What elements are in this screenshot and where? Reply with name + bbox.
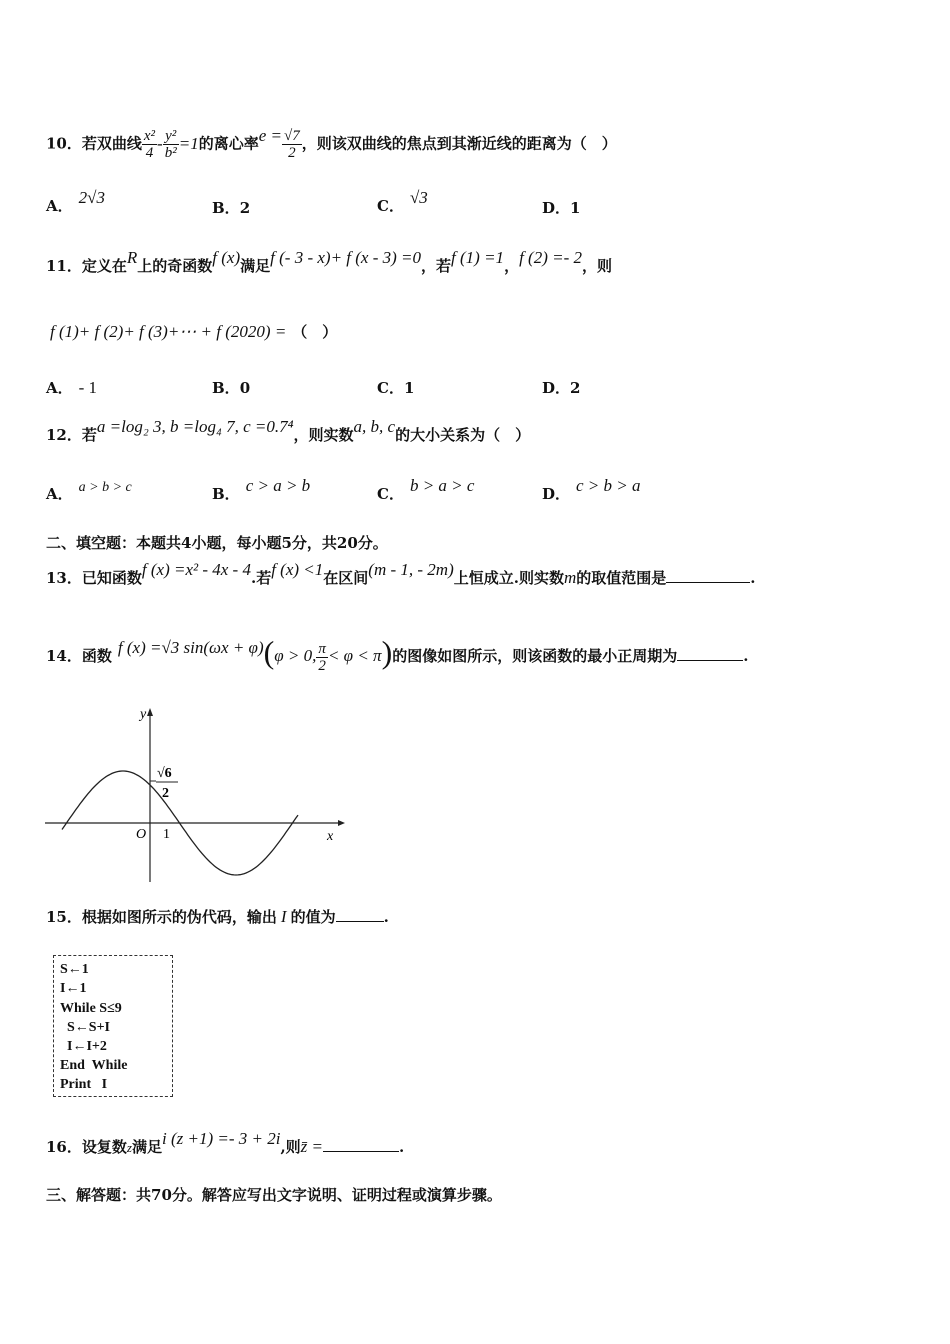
- q11-set-r: R: [126, 248, 138, 267]
- sine-graph: [40, 700, 350, 890]
- q10-ecc-num: √7: [284, 128, 300, 144]
- q10-option-a: [46, 188, 105, 216]
- q16-text-b: 满足: [131, 1138, 162, 1156]
- q10-frac2-num: y²: [163, 128, 179, 145]
- q10-option-b-label: B．: [212, 199, 240, 217]
- section-3-title: 三、解答题：共70分。解答应写出文字说明、证明过程或演算步骤。: [46, 1186, 502, 1204]
- q12-option-c: [377, 476, 475, 504]
- q11-text-d: ，若: [421, 257, 452, 275]
- q10-option-b-value: 2: [239, 199, 251, 217]
- q11-sep: ，: [504, 257, 520, 275]
- q10-option-d-label: D．: [542, 199, 571, 217]
- q11-f2: f (2) =- 2: [519, 248, 583, 267]
- q12-expr: a =log₂ 3, b =log₄ 7, c =0.7⁴: [96, 417, 294, 436]
- q13-var-m: m: [563, 568, 577, 587]
- q13-interval: (m - 1, - 2m): [368, 560, 454, 579]
- code-line-5: I←I+2: [60, 1039, 107, 1054]
- q10-ecc-lhs: e =: [258, 125, 282, 145]
- q15-text-a: 根据如图所示的伪代码，输出: [81, 908, 277, 926]
- q10-minus: -: [157, 133, 163, 153]
- q10-option-d-value: 1: [570, 199, 581, 217]
- q14-answer-blank[interactable]: [677, 646, 743, 661]
- q16-number: 16．: [46, 1138, 82, 1156]
- q12-option-b-value: c > a > b: [245, 476, 311, 495]
- q12-option-a-label: A．: [46, 485, 73, 503]
- q13-answer-blank[interactable]: [666, 568, 750, 583]
- q14-end: .: [743, 647, 749, 665]
- q12-option-b-label: B．: [212, 485, 240, 503]
- q10-text-a: 若双曲线: [81, 134, 142, 153]
- q11-option-c-label: C．: [377, 379, 404, 397]
- q11-number: 11．: [46, 257, 82, 275]
- q11-option-b-label: B．: [212, 379, 240, 397]
- q13-func: f (x) =x² - 4x - 4: [141, 560, 251, 579]
- q10-frac2: [163, 128, 179, 161]
- question-13: [46, 560, 756, 588]
- q12-number: 12．: [46, 426, 82, 444]
- code-line-2: I←1: [60, 981, 87, 996]
- code-line-1: S←1: [60, 962, 89, 977]
- q12-vars: a, b, c: [353, 417, 396, 436]
- q15-var-i: I: [280, 907, 287, 926]
- q11-fx: f (x): [212, 248, 241, 267]
- pseudocode-box: [53, 955, 173, 1097]
- q10-option-d: [542, 198, 580, 218]
- q11-option-a: [46, 378, 97, 398]
- question-12: [46, 417, 531, 445]
- q11-sum-line: [50, 322, 337, 342]
- q14-text-a: 函数: [81, 647, 112, 665]
- q10-text-b: 的离心率: [198, 134, 259, 153]
- q13-text-d: 上恒成立.则实数: [453, 569, 564, 587]
- q16-end: .: [399, 1138, 405, 1156]
- q11-text-c: 满足: [240, 257, 271, 275]
- q11-option-b: [212, 378, 250, 398]
- y-axis-label: y: [140, 707, 147, 722]
- q16-conj: z̄ =: [300, 1137, 324, 1156]
- question-11: [46, 248, 613, 276]
- q14-number: 14．: [46, 647, 82, 665]
- q14-text-b: 的图像如图所示，则该函数的最小正周期为: [392, 647, 678, 665]
- q16-text-c: ,则: [280, 1138, 301, 1156]
- q13-text-a: 已知函数: [81, 569, 142, 587]
- y-value-den: 2: [162, 786, 169, 801]
- q14-func: f (x) =√3 sin(ωx + φ): [117, 638, 264, 657]
- q15-answer-blank[interactable]: [336, 907, 384, 922]
- q11-option-a-label: A．: [46, 379, 73, 397]
- q16-var-z: z: [126, 1140, 132, 1155]
- q11-option-d: [542, 378, 580, 398]
- question-16: [46, 1129, 405, 1158]
- q10-option-a-label: A．: [46, 197, 73, 215]
- q13-end: .: [750, 569, 756, 587]
- q10-option-c-value: √3: [409, 188, 428, 207]
- q13-text-c: 在区间: [323, 569, 369, 587]
- q10-option-a-value: 2√3: [78, 188, 105, 207]
- q12-option-c-value: b > a > c: [409, 476, 475, 495]
- q14-cond-frac-num: π: [318, 640, 326, 657]
- code-line-6: End While: [60, 1058, 128, 1073]
- q14-cond-a: φ > 0,: [274, 646, 317, 665]
- q10-option-b: [212, 198, 250, 218]
- question-14: [46, 634, 749, 674]
- q11-option-c-value: 1: [403, 379, 415, 397]
- x-axis-arrow: [338, 820, 345, 826]
- code-line-3: While S≤9: [60, 1001, 122, 1016]
- q14-right-paren: ): [381, 634, 393, 670]
- q11-option-b-value: 0: [239, 379, 251, 397]
- q11-paren: （ ）: [292, 323, 338, 341]
- q11-text-b: 上的奇函数: [137, 257, 213, 275]
- q12-option-c-label: C．: [377, 485, 404, 503]
- code-line-7: Print I: [60, 1077, 108, 1092]
- y-value-num: √6: [157, 766, 172, 781]
- q13-text-b: .若: [250, 569, 272, 587]
- q10-text-c: ，则该双曲线的焦点到其渐近线的距离为（ ）: [301, 134, 617, 153]
- q12-text-a: 若: [81, 426, 97, 444]
- q10-ecc-frac: [282, 128, 302, 161]
- q10-eq-rhs: =1: [178, 133, 199, 153]
- q13-number: 13．: [46, 569, 82, 587]
- q10-number: 10．: [46, 134, 82, 153]
- origin-label: O: [136, 827, 147, 842]
- q10-ecc-den: 2: [288, 145, 296, 161]
- q10-option-c: [377, 188, 428, 216]
- q16-answer-blank[interactable]: [323, 1137, 399, 1152]
- q12-option-d: [542, 476, 641, 504]
- section-2-title: 二、填空题：本题共4小题，每小题5分，共20分。: [46, 534, 388, 552]
- q15-end: .: [383, 908, 389, 926]
- q14-cond-frac-den: 2: [318, 657, 326, 674]
- q10-option-c-label: C．: [377, 197, 404, 215]
- q11-text-a: 定义在: [81, 257, 127, 275]
- q13-ineq: f (x) <1: [271, 560, 324, 579]
- q14-cond-frac: [316, 641, 328, 674]
- q11-f1: f (1) =1: [451, 248, 505, 267]
- q11-sum-expr: f (1)+ f (2)+ f (3)+⋯ + f (2020) =: [50, 322, 287, 341]
- q10-frac2-den: b²: [164, 145, 177, 161]
- q12-option-b: [212, 476, 311, 504]
- q11-option-a-value: - 1: [78, 378, 98, 397]
- question-15: [46, 907, 389, 927]
- q10-frac1-num: x²: [143, 128, 156, 144]
- q12-text-c: 的大小关系为（ ）: [395, 426, 531, 444]
- q12-option-a-value: a > b > c: [78, 480, 132, 495]
- q12-option-d-label: D．: [542, 485, 571, 503]
- q10-frac1: [142, 128, 157, 161]
- q15-number: 15．: [46, 908, 82, 926]
- q16-text-a: 设复数: [81, 1138, 127, 1156]
- q12-option-a: [46, 480, 132, 506]
- q12-text-b: ，则实数: [293, 426, 354, 444]
- q16-eq: i (z +1) =- 3 + 2i: [161, 1129, 281, 1148]
- x-axis-label: x: [327, 829, 334, 844]
- question-10: [46, 125, 617, 161]
- q11-option-d-label: D．: [542, 379, 571, 397]
- y-axis-arrow: [147, 708, 153, 716]
- q15-text-b: 的值为: [290, 908, 336, 926]
- q14-cond-b: < φ < π: [327, 646, 382, 665]
- q14-left-paren: (: [263, 634, 275, 670]
- q11-text-e: ，则: [582, 257, 613, 275]
- q13-text-e: 的取值范围是: [576, 569, 667, 587]
- tick-label-1: 1: [163, 827, 170, 842]
- code-line-4: S←S+I: [60, 1020, 110, 1035]
- q11-option-d-value: 2: [570, 379, 581, 397]
- q12-option-d-value: c > b > a: [576, 476, 641, 495]
- q11-condition: f (- 3 - x)+ f (x - 3) =0: [270, 248, 422, 267]
- q11-option-c: [377, 378, 414, 398]
- q10-frac1-den: 4: [145, 145, 154, 161]
